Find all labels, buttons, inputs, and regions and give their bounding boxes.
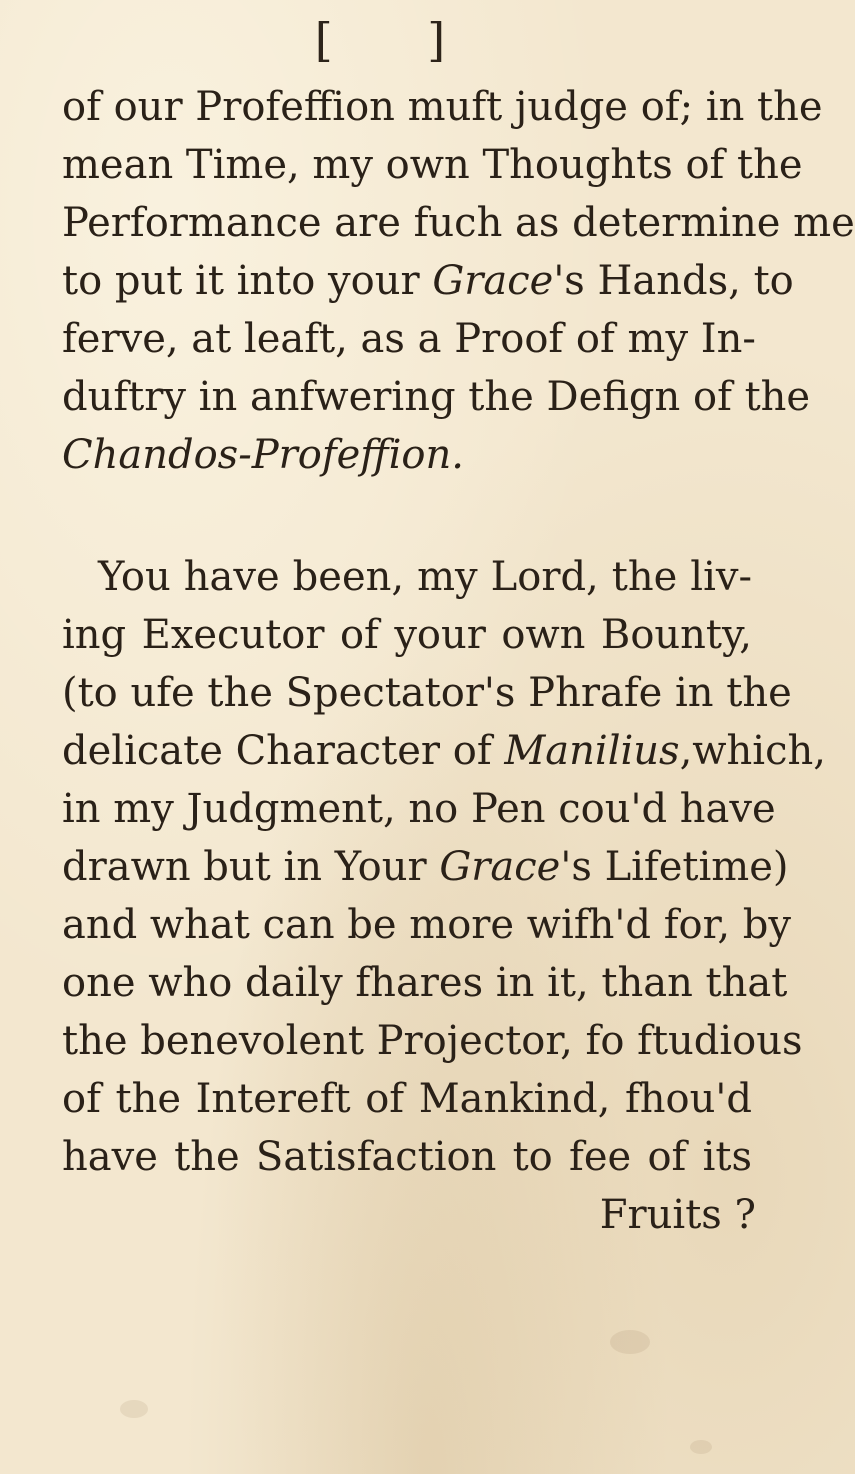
text-line: have the Satisfaction to fee of its: [62, 1134, 752, 1180]
text-segment: delicate Character of: [62, 728, 505, 774]
text-line: in my Judgment, no Pen cou'd have: [62, 786, 776, 832]
italic-word: Manilius: [504, 728, 680, 774]
italic-word: Chandos-Profeffion.: [62, 432, 464, 478]
text-segment: 's Hands, to: [553, 258, 794, 304]
text-line: mean Time, my own Thoughts of the: [62, 142, 803, 188]
italic-word: Grace: [432, 258, 554, 304]
page-number-bracket: [ ]: [314, 13, 486, 67]
text-line: one who daily fhares in it, than that: [62, 960, 788, 1006]
text-line: You have been, my Lord, the liv-: [98, 554, 752, 600]
text-line: ing Executor of your own Bounty,: [62, 612, 752, 658]
text-segment: ,which,: [679, 728, 826, 774]
paper-stain: [690, 1440, 712, 1454]
text-line: [62, 838, 789, 896]
text-line: (to ufe the Spectator's Phrafe in the: [62, 670, 792, 716]
text-line: of our Profeffion muft judge of; in the: [62, 84, 823, 130]
text-line: [62, 426, 752, 484]
text-line: of the Intereft of Mankind, fhou'd: [62, 1076, 752, 1122]
text-line: [62, 722, 826, 780]
text-line: and what can be more wifh'd for, by: [62, 902, 791, 948]
paper-stain: [610, 1330, 650, 1354]
text-line: ferve, at leaft, as a Proof of my In-: [62, 316, 756, 362]
paper-stain: [120, 1400, 148, 1418]
text-segment: 's Lifetime): [560, 844, 789, 890]
text-segment: to put it into your: [62, 258, 433, 304]
text-line: [62, 252, 794, 310]
text-line: the benevolent Projector, fo ftudious: [62, 1018, 803, 1064]
text-segment: drawn but in Your: [62, 844, 440, 890]
text-line: Fruits ?: [599, 1192, 756, 1238]
text-line: duftry in anfwering the Defign of the: [62, 374, 811, 420]
text-line: Performance are fuch as determine me: [62, 200, 855, 246]
italic-word: Grace: [439, 844, 561, 890]
